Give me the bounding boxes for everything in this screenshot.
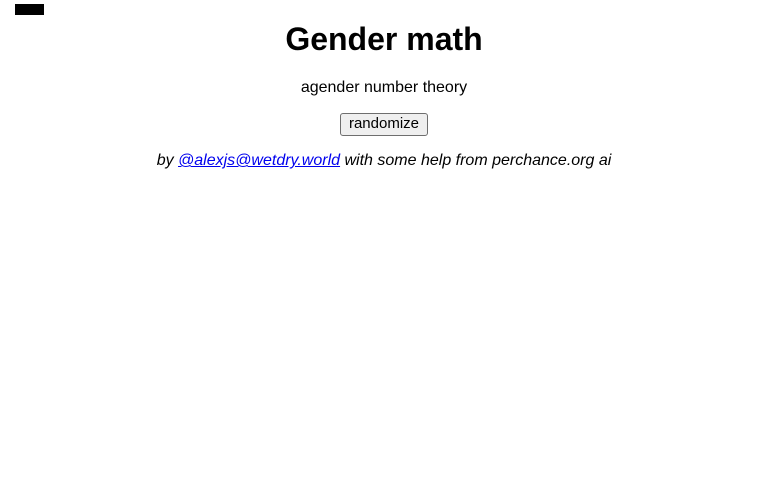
page-title: Gender math — [285, 21, 483, 57]
byline — [0, 152, 768, 170]
author-link[interactable]: @alexjs@wetdry.world — [178, 152, 341, 170]
byline-prefix: by — [156, 152, 179, 170]
randomize-button[interactable]: randomize — [340, 113, 428, 136]
button-row — [0, 113, 768, 136]
unloaded-embed-placeholder — [15, 4, 44, 15]
byline-suffix: with some help from perchance.org ai — [340, 152, 612, 170]
main-content — [0, 21, 768, 171]
page-subtitle: agender number theory — [300, 78, 468, 96]
